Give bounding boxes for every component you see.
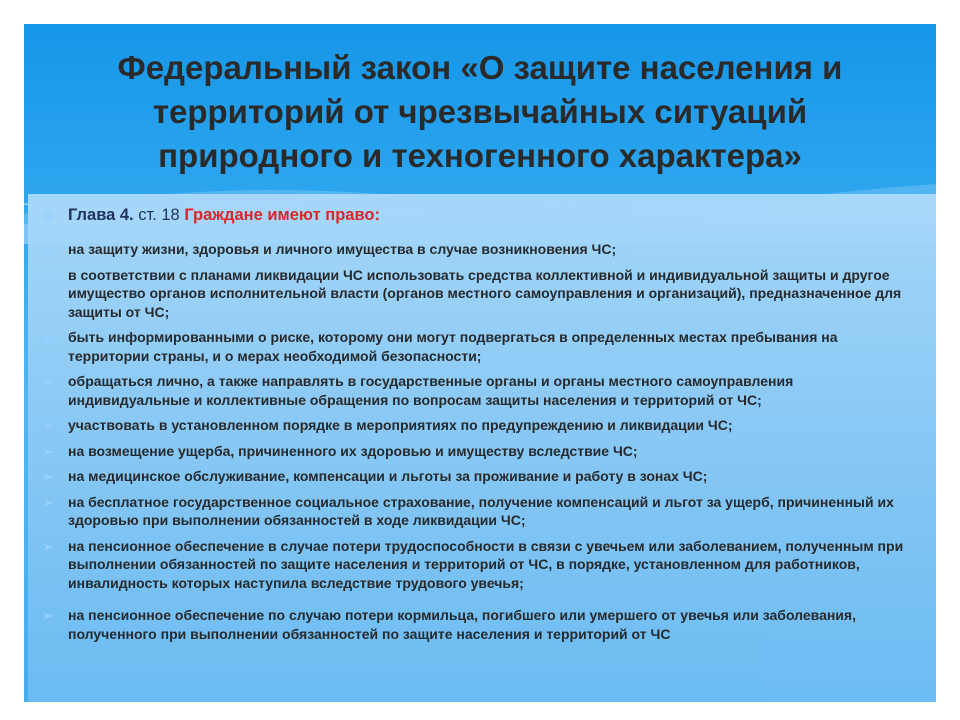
list-item: [38, 372, 918, 409]
arrow-bullet-icon: ➢: [42, 330, 54, 345]
list-item: [38, 537, 918, 593]
list-item-text: на защиту жизни, здоровья и личного имущества в случае возникновения ЧС;: [68, 241, 617, 257]
asterisk-bullet-icon: ✻: [42, 209, 54, 225]
arrow-bullet-icon: ➢: [42, 608, 54, 623]
arrow-bullet-icon: ➢: [42, 242, 54, 257]
arrow-bullet-icon: ➢: [42, 374, 54, 389]
list-item-text: быть информированными о риске, которому они могут подвергаться в определенных местах пребывания на территории страны, и о мерах необходимой безопасности;: [68, 329, 838, 364]
list-item-text: на пенсионное обеспечение по случаю потери кормильца, погибшего или умершего от увечья или заболевания, полученного при выполнении обязанностей по защите населения и территорий от ЧС: [68, 607, 856, 642]
list-item-text: на медицинское обслуживание, компенсации и льготы за проживание и работу в зонах ЧС;: [68, 468, 708, 484]
arrow-bullet-icon: ➢: [42, 443, 54, 459]
list-item: [38, 493, 918, 530]
list-item: [38, 467, 918, 486]
rights-heading: Граждане имеют право:: [184, 206, 380, 224]
list-item: [38, 266, 918, 322]
list-item-text: на пенсионное обеспечение в случае потери трудоспособности в связи с увечьем или заболеванием, полученным при выполнении обязанностей по защите населения и территорий от ЧС, в порядке, установленном для работников, инвалидность которых наступила вследствие трудового увечья;: [68, 537, 904, 591]
list-item-text: обращаться лично, а также направлять в государственные органы и органы местного самоуправления индивидуальные и коллективные обращения по вопросам защиты населения и территорий от ЧС;: [68, 373, 794, 408]
list-item-text: на возмещение ущерба, причиненного их здоровью и имуществу вследствие ЧС;: [68, 442, 638, 459]
chapter-label: Глава 4.: [68, 206, 134, 224]
list-item: [38, 328, 918, 365]
list-heading: [38, 204, 918, 226]
content-panel: [28, 194, 936, 702]
arrow-bullet-icon: ➢: [42, 267, 54, 283]
list-item-text: участвовать в установленном порядке в мероприятиях по предупреждению и ликвидации ЧС;: [68, 417, 733, 433]
list-item: [38, 442, 918, 461]
list-item-text: в соответствии с планами ликвидации ЧС использовать средства коллективной и индивидуальной защиты и другое имущество органов исполнительной власти (органов местного самоуправления и организаций), предназначенное для защиты от ЧС;: [68, 266, 902, 320]
arrow-bullet-icon: ➢: [42, 538, 54, 554]
slide-title: Федеральный закон «О защите населения и территорий от чрезвычайных ситуаций природного и техногенного характера»: [117, 49, 843, 174]
list-item: [38, 240, 918, 259]
list-item-text: на бесплатное государственное социальное страхование, получение компенсаций и льгот за ущерб, причиненный их здоровью при выполнении обязанностей в ходе ликвидации ЧС;: [68, 493, 894, 528]
arrow-bullet-icon: ➢: [42, 418, 54, 433]
article-label: ст. 18: [138, 206, 180, 224]
list-item: [38, 416, 918, 435]
slide: [24, 24, 936, 702]
arrow-bullet-icon: ➢: [42, 494, 54, 510]
list-item: [38, 606, 918, 643]
arrow-bullet-icon: ➢: [42, 469, 54, 484]
rights-list: [38, 204, 918, 650]
